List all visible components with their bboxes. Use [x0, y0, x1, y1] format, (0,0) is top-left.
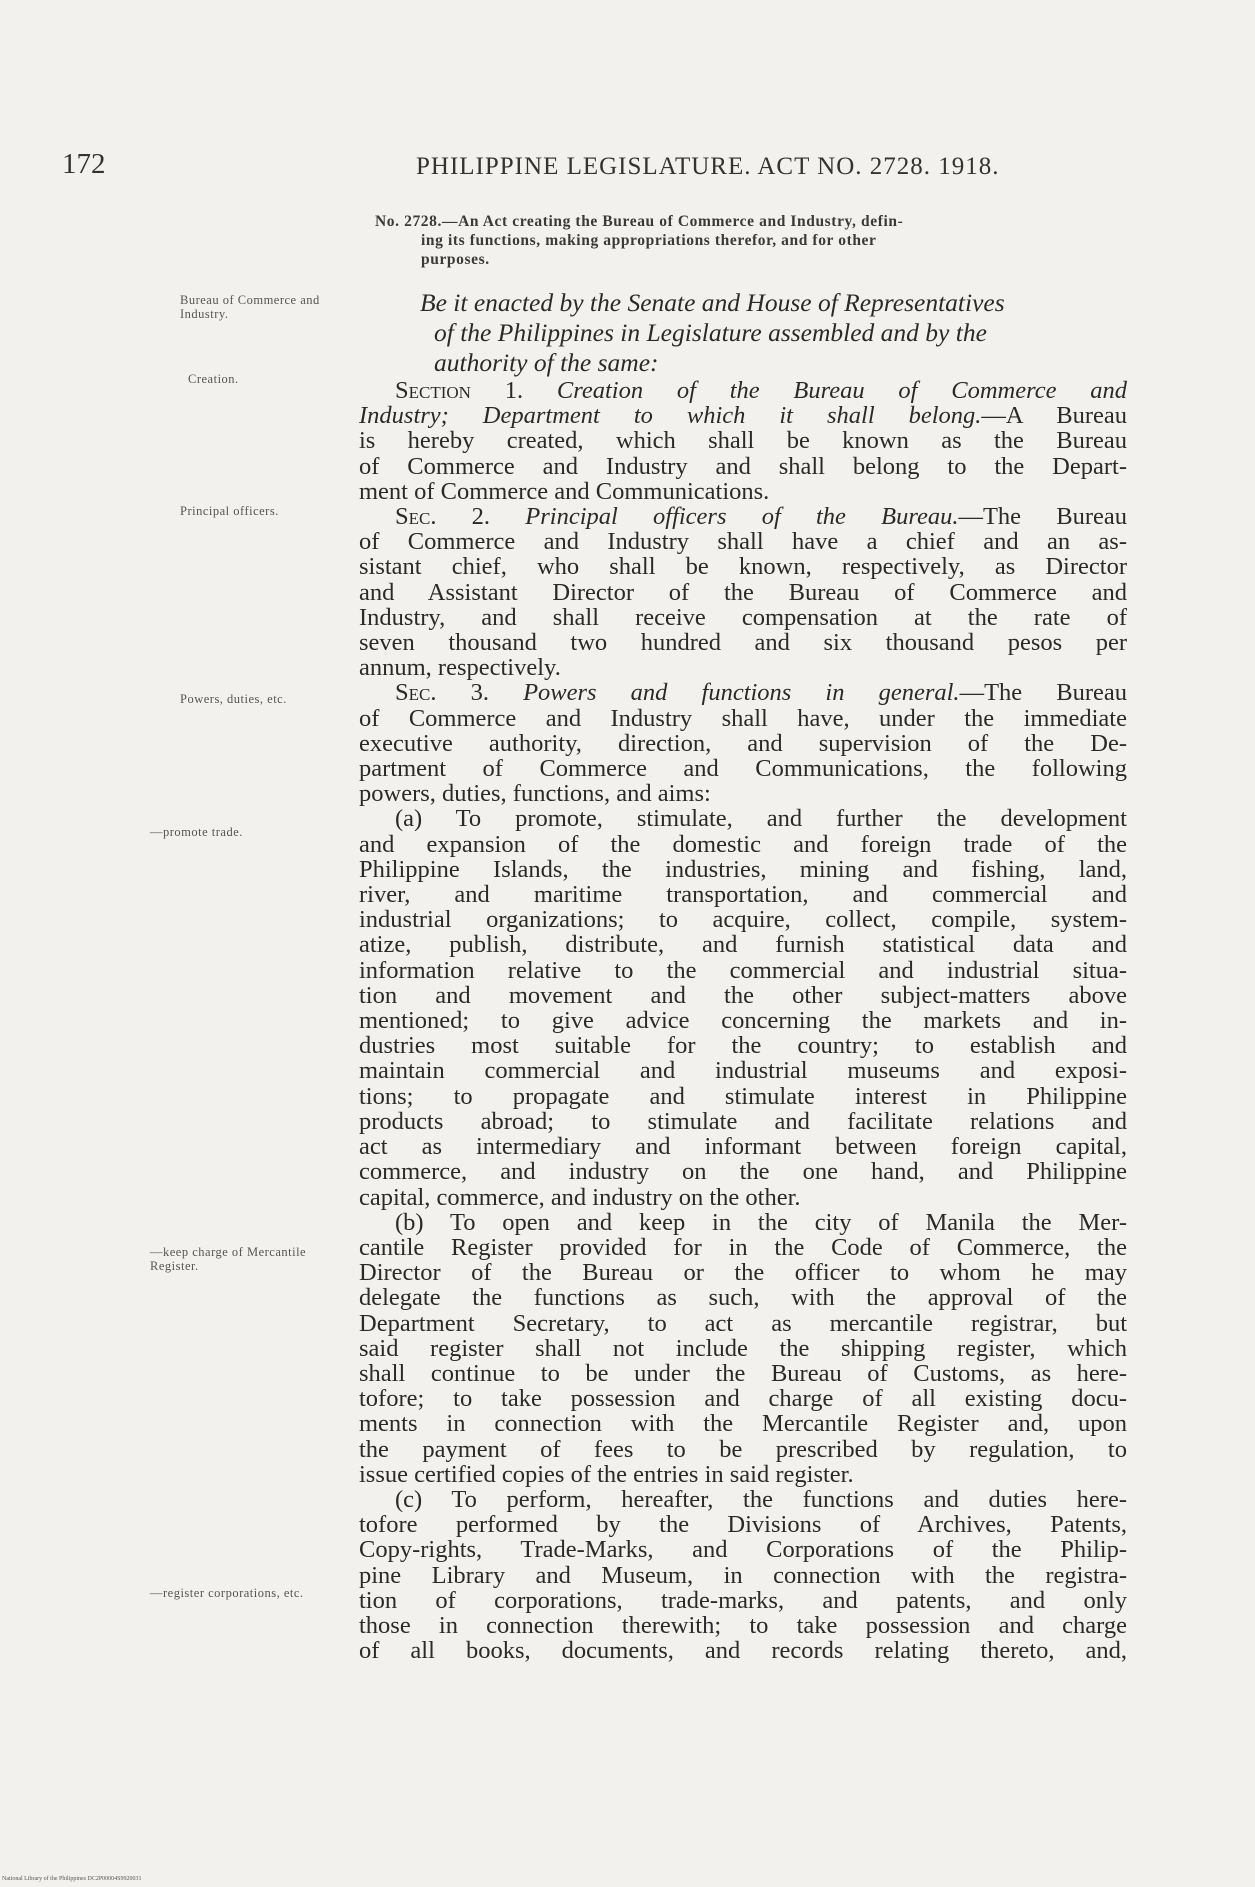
clause-a-line: atize, publish, distribute, and furnish statistical data and — [359, 931, 1127, 959]
section-2-line: Industry, and shall receive compensation at the rate of — [359, 603, 1127, 631]
section-1-line — [359, 403, 1127, 428]
section-text: —The Bureau — [958, 503, 1127, 531]
section-2-line: sistant chief, who shall be known, respectively, as Director — [359, 553, 1127, 581]
clause-a-line: tion and movement and the other subject-matters above — [359, 981, 1127, 1009]
caption-line: purposes. — [421, 251, 490, 268]
clause-a-line: mentioned; to give advice concerning the markets and in- — [359, 1007, 1127, 1035]
section-text: —The Bureau — [959, 679, 1127, 707]
clause-a-line: (a) To promote, stimulate, and further the development — [395, 805, 1127, 833]
running-head: PHILIPPINE LEGISLATURE. ACT NO. 2728. 1918. — [416, 153, 1000, 180]
clause-b-line: Department Secretary, to act as mercantile registrar, but — [359, 1309, 1127, 1337]
margin-note-keep-charge: —keep charge of Mercantile Register. — [150, 1245, 307, 1273]
section-3-line: executive authority, direction, and supervision of the De- — [359, 729, 1127, 757]
section-1-line: ment of Commerce and Communications. — [359, 477, 770, 505]
section-heading: Industry; Department to which it shall belong. — [359, 402, 982, 430]
margin-note-bureau: Bureau of Commerce and Industry. — [180, 293, 320, 321]
clause-a-line: information relative to the commercial and industrial situa- — [359, 956, 1127, 984]
clause-c-line: of all books, documents, and records relating thereto, and, — [359, 1637, 1127, 1665]
section-label: Sec. 3. — [395, 679, 489, 707]
margin-note-promote-trade: —promote trade. — [150, 825, 243, 839]
clause-c-line: (c) To perform, hereafter, the functions and duties here- — [395, 1485, 1127, 1513]
section-text: —A Bureau — [981, 402, 1127, 430]
clause-b-line: the payment of fees to be prescribed by regulation, to — [359, 1435, 1127, 1463]
margin-note-powers: Powers, duties, etc. — [180, 692, 287, 706]
section-2-line: and Assistant Director of the Bureau of Commerce and — [359, 578, 1127, 606]
clause-a-line: products abroad; to stimulate and facilitate relations and — [359, 1107, 1127, 1135]
clause-c-line: those in connection therewith; to take possession and charge — [359, 1611, 1127, 1639]
clause-a-line: commerce, and industry on the one hand, and Philippine — [359, 1158, 1127, 1186]
page-number: 172 — [62, 148, 106, 180]
section-2-line — [359, 504, 1127, 529]
section-2-line: of Commerce and Industry shall have a chief and an as- — [359, 528, 1127, 556]
clause-a-line: dustries most suitable for the country; to establish and — [359, 1032, 1127, 1060]
clause-c-line: tofore performed by the Divisions of Archives, Patents, — [359, 1511, 1127, 1539]
margin-note-principal-officers: Principal officers. — [180, 504, 279, 518]
clause-a-line: act as intermediary and informant between foreign capital, — [359, 1133, 1127, 1161]
clause-a-line: river, and maritime transportation, and commercial and — [359, 881, 1127, 909]
scan-footer: National Library of the Philippines DC2P00004S9920031 — [2, 1876, 142, 1882]
enacting-line: of the Philippines in Legislature assembled and by the — [434, 318, 987, 347]
clause-b-line: ments in connection with the Mercantile Register and, upon — [359, 1410, 1127, 1438]
act-caption — [375, 212, 1135, 269]
margin-note-register: —register corporations, etc. — [150, 1586, 304, 1600]
clause-b-line: said register shall not include the shipping register, which — [359, 1334, 1127, 1362]
section-2-line: seven thousand two hundred and six thousand pesos per — [359, 629, 1127, 657]
margin-note-creation: Creation. — [188, 372, 239, 386]
section-3-line: of Commerce and Industry shall have, under the immediate — [359, 704, 1127, 732]
clause-a-line: industrial organizations; to acquire, collect, compile, system- — [359, 906, 1127, 934]
enacting-line: authority of the same: — [434, 348, 659, 377]
section-label: Section 1. — [395, 377, 524, 404]
enacting-clause — [420, 288, 1140, 378]
clause-b-line: delegate the functions as such, with the approval of the — [359, 1284, 1127, 1312]
clause-a-line: maintain commercial and industrial museums and exposi- — [359, 1057, 1127, 1085]
clause-a-line: and expansion of the domestic and foreign trade of the — [359, 830, 1127, 858]
clause-b-line: (b) To open and keep in the city of Manila the Mer- — [395, 1208, 1127, 1236]
section-3-line: powers, duties, functions, and aims: — [359, 780, 711, 808]
clause-a-line: capital, commerce, and industry on the other. — [359, 1183, 801, 1211]
section-3-line: partment of Commerce and Communications, the following — [359, 755, 1127, 783]
section-3-line — [359, 680, 1127, 705]
section-heading: Creation of the Bureau of Commerce and — [556, 377, 1127, 404]
caption-line: ing its functions, making appropriations therefor, and for other — [421, 232, 877, 249]
clause-c-line: tion of corporations, trade-marks, and patents, and only — [359, 1586, 1127, 1614]
clause-a-line: Philippine Islands, the industries, mining and fishing, land, — [359, 855, 1127, 883]
section-label: Sec. 2. — [395, 503, 491, 531]
clause-b-line: tofore; to take possession and charge of all existing docu- — [359, 1385, 1127, 1413]
section-1-line — [359, 378, 1127, 403]
section-1-line: is hereby created, which shall be known as the Bureau — [359, 427, 1127, 455]
act-body — [359, 378, 1127, 1663]
clause-b-line: shall continue to be under the Bureau of Customs, as here- — [359, 1359, 1127, 1387]
clause-c-line: Copy-rights, Trade-Marks, and Corporations of the Philip- — [359, 1536, 1127, 1564]
clause-b-line: cantile Register provided for in the Code of Commerce, the — [359, 1233, 1127, 1261]
section-1-line: of Commerce and Industry and shall belong to the Depart- — [359, 452, 1127, 480]
clause-c-line: pine Library and Museum, in connection with the registra- — [359, 1561, 1127, 1589]
section-heading: Principal officers of the Bureau. — [525, 503, 959, 531]
section-2-line: annum, respectively. — [359, 654, 561, 682]
enacting-line: Be it enacted by the Senate and House of Representatives — [420, 288, 1005, 317]
caption-line: No. 2728.—An Act creating the Bureau of Commerce and Industry, defin- — [375, 213, 904, 230]
clause-b-line: issue certified copies of the entries in said register. — [359, 1460, 854, 1488]
clause-b-line: Director of the Bureau or the officer to whom he may — [359, 1259, 1127, 1287]
clause-a-line: tions; to propagate and stimulate interest in Philippine — [359, 1082, 1127, 1110]
section-heading: Powers and functions in general. — [523, 679, 960, 707]
